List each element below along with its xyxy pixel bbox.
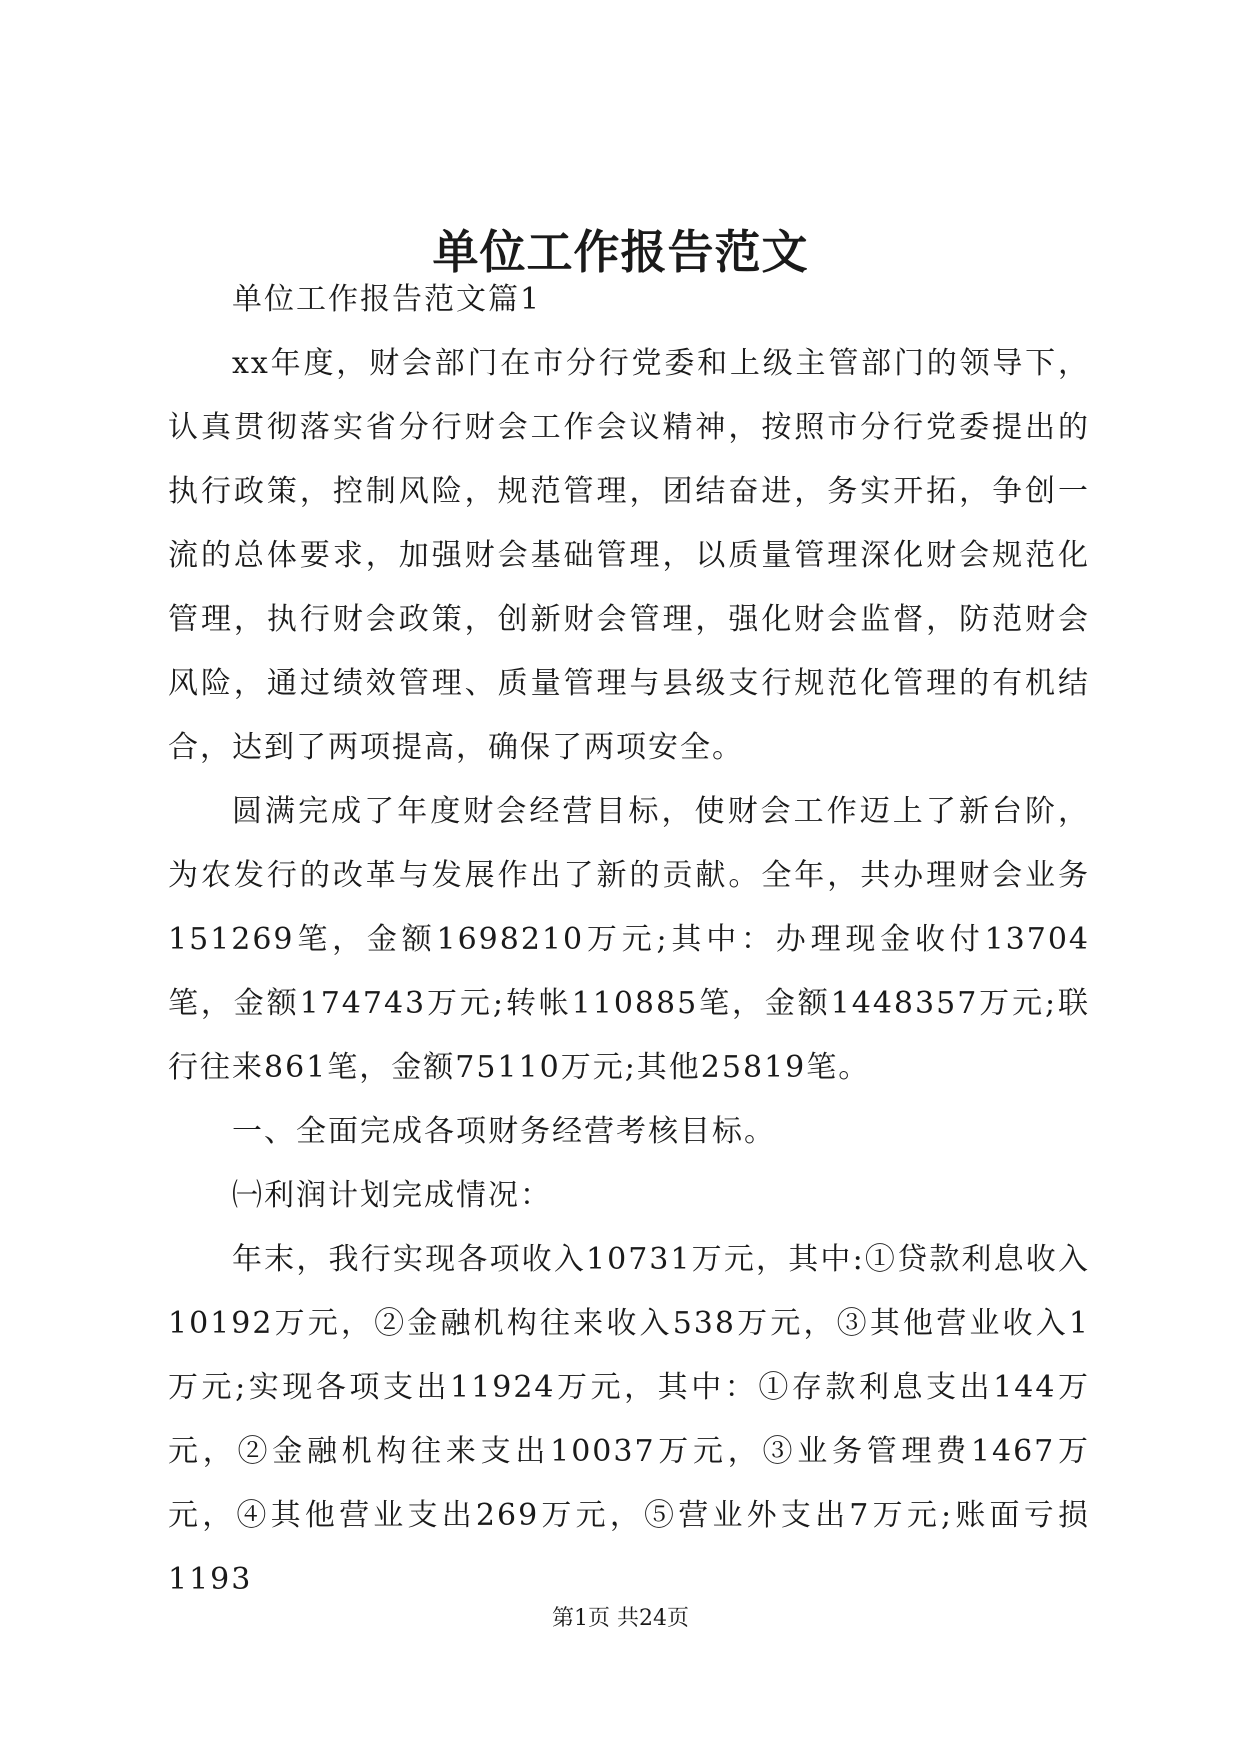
paragraph: 年末，我行实现各项收入10731万元，其中:①贷款利息收入10192万元，②金融机构往来收入538万元，③其他营业收入1万元;实现各项支出11924万元，其中：①存款利息支出144万元，②金融机构往来支出10037万元，③业务管理费1467万元，④其他营业支出269万元，⑤营业外支出7万元;账面亏损1193 — [168, 1242, 1090, 1597]
paragraph: 一、全面完成各项财务经营考核目标。 — [232, 1114, 776, 1149]
page-footer: 第1页 共24页 — [552, 1606, 689, 1631]
paragraph: ㈠利润计划完成情况： — [232, 1178, 552, 1213]
paragraph: 圆满完成了年度财会经营目标，使财会工作迈上了新台阶，为农发行的改革与发展作出了新的贡献。全年，共办理财会业务151269笔，金额1698210万元;其中：办理现金收付13704笔，金额174743万元;转帐110885笔，金额1448357万元;联行往来861笔，金额75110万元;其他25819笔。 — [168, 794, 1090, 1085]
paragraph: xx年度，财会部门在市分行党委和上级主管部门的领导下，认真贯彻落实省分行财会工作会议精神，按照市分行党委提出的执行政策，控制风险，规范管理，团结奋进，务实开拓，争创一流的总体要求，加强财会基础管理，以质量管理深化财会规范化管理，执行财会政策，创新财会管理，强化财会监督，防范财会风险，通过绩效管理、质量管理与县级支行规范化管理的有机结合，达到了两项提高，确保了两项安全。 — [168, 346, 1090, 765]
document-title: 单位工作报告范文 — [432, 225, 809, 279]
document-body — [168, 268, 1090, 1612]
section-heading: 单位工作报告范文篇1 — [232, 282, 542, 317]
